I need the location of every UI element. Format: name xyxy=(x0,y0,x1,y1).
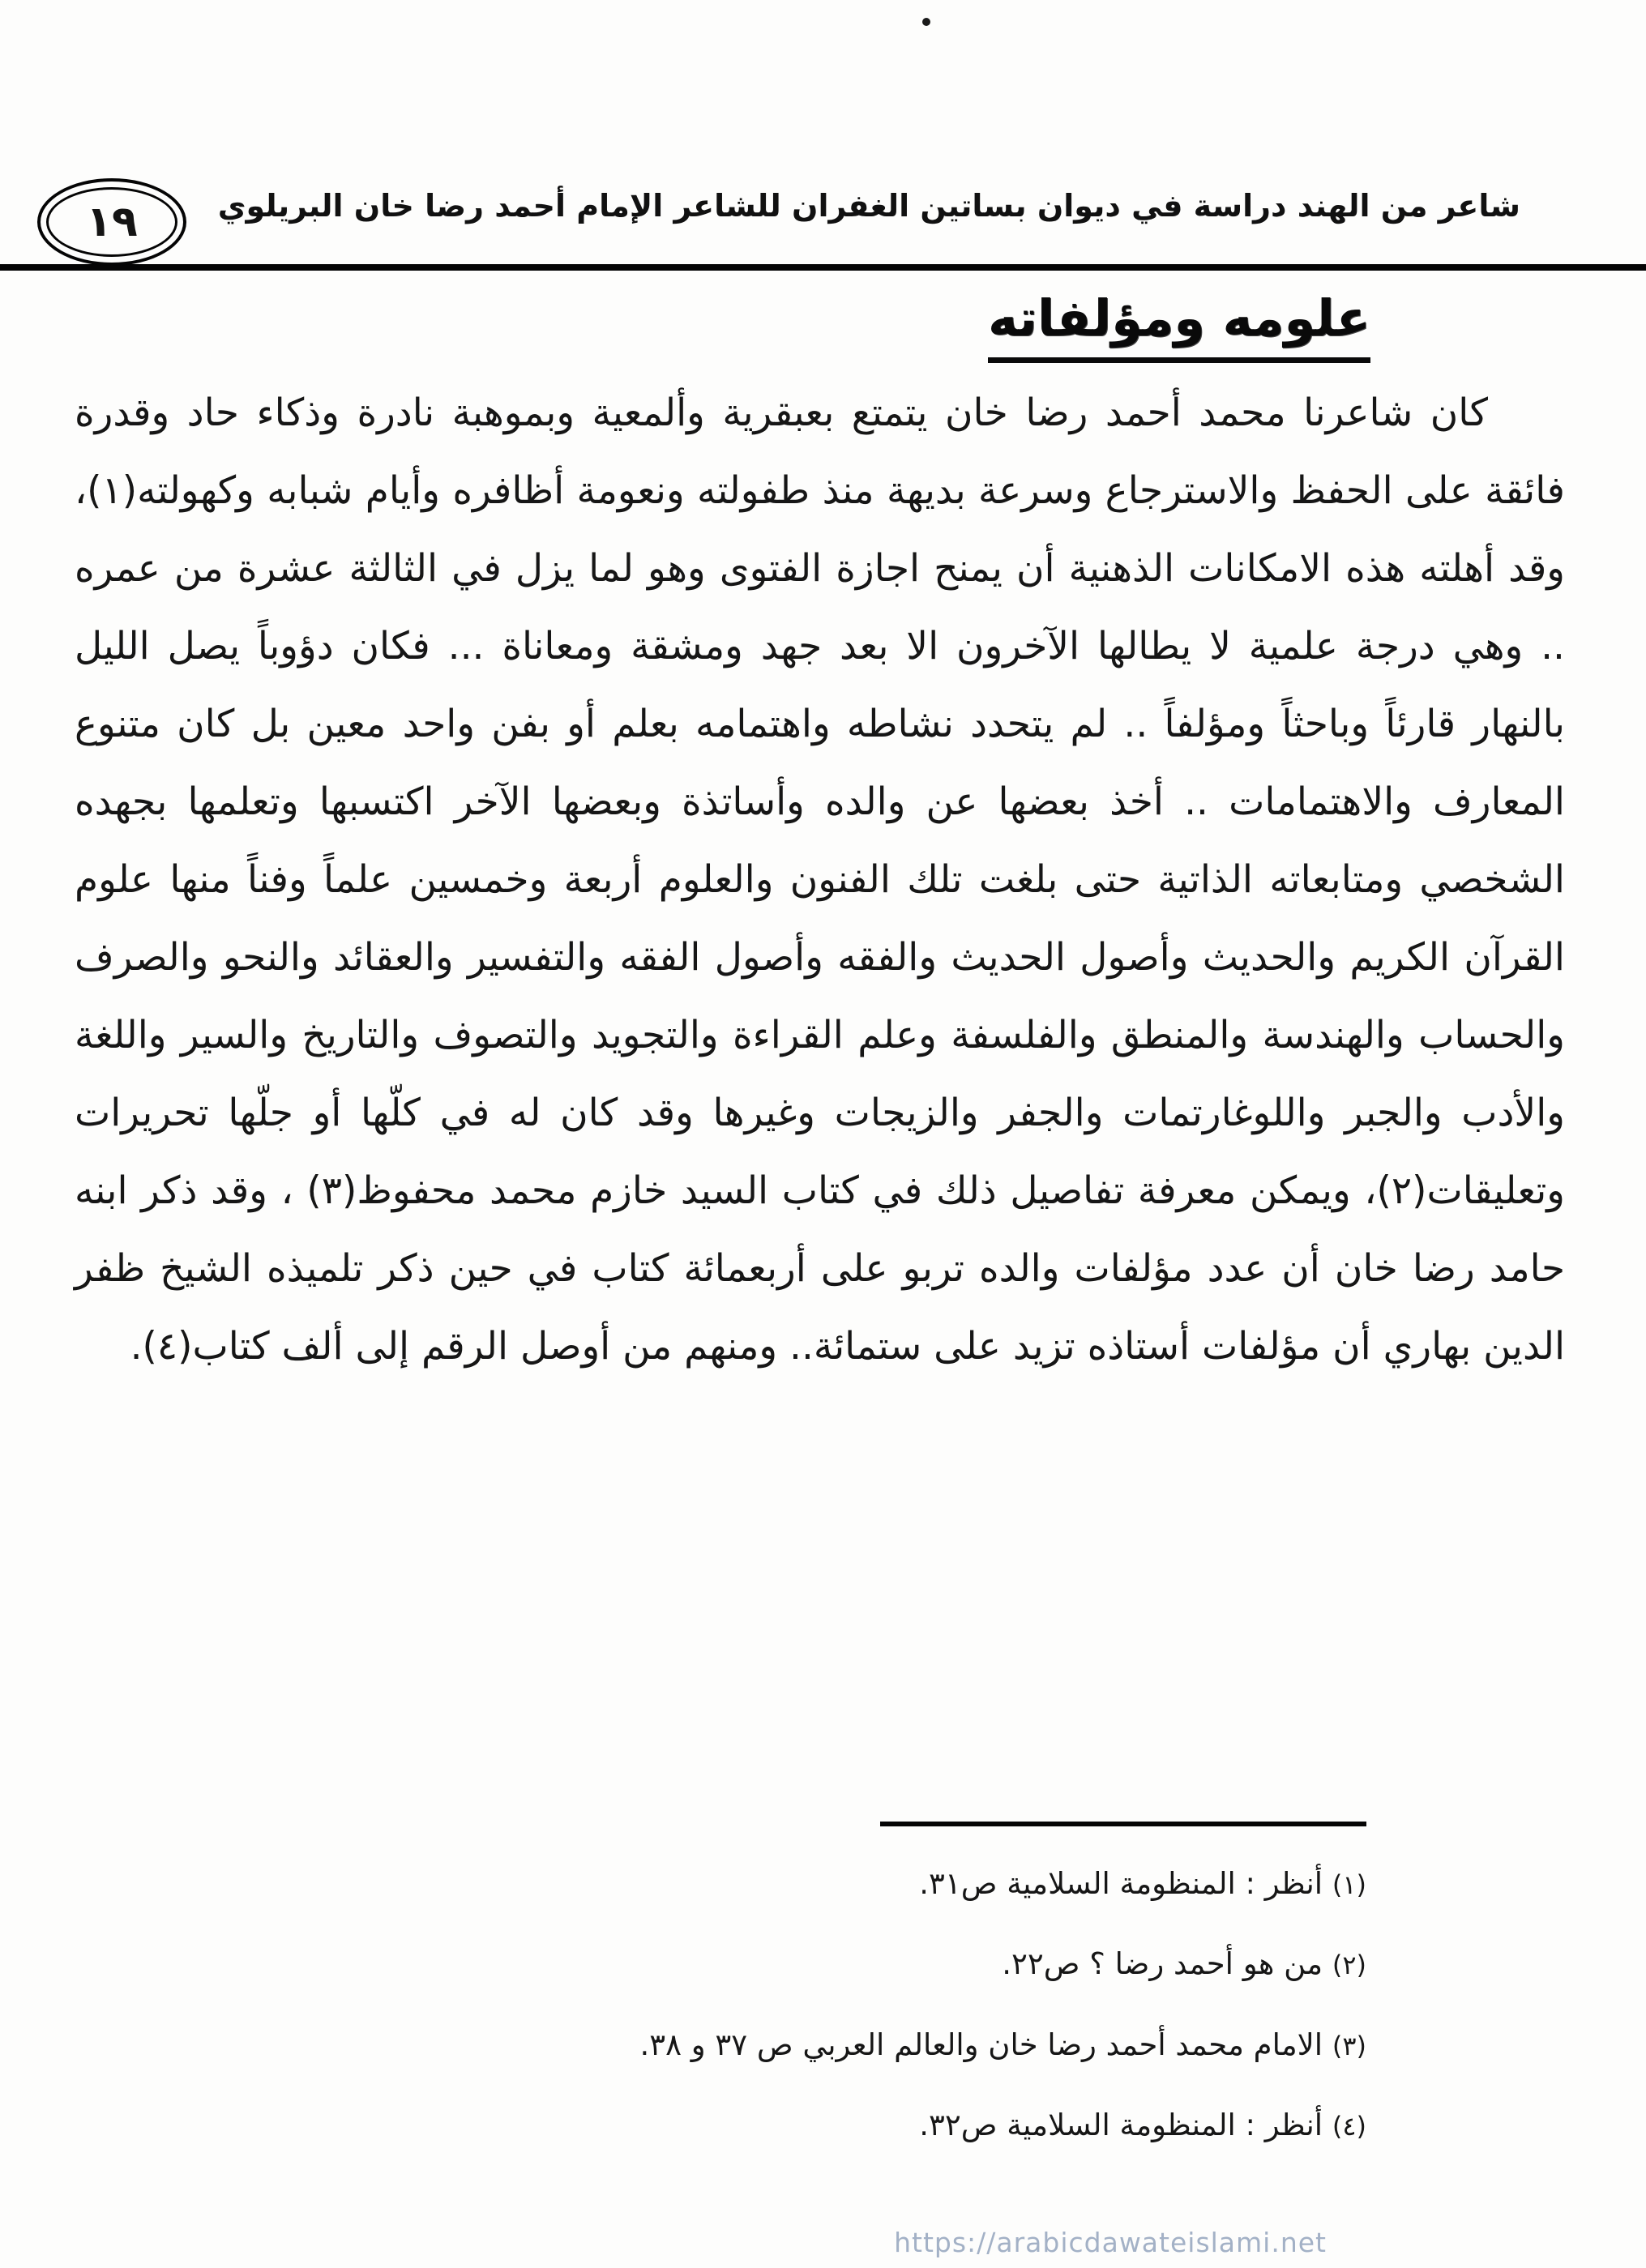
page-header: شاعر من الهند دراسة في ديوان بساتين الغفران للشاعر الإمام أحمد رضا خان البريلوي xyxy=(217,188,1520,224)
header-rule xyxy=(0,264,1646,271)
page-number-oval xyxy=(37,178,186,266)
footnote-item xyxy=(203,2102,1366,2148)
footnote-text: أنظر : المنظومة السلامية ص٣٢. xyxy=(919,2108,1323,2143)
footnotes-section xyxy=(203,1860,1366,2182)
watermark-url: https://arabicdawateislami.net xyxy=(894,2227,1327,2258)
section-title: علومه ومؤلفاته xyxy=(988,288,1370,363)
footnote-item xyxy=(203,1941,1366,1987)
footnote-marker: (٣) xyxy=(1332,2030,1366,2061)
page-number: ١٩ xyxy=(86,198,138,246)
scan-dot xyxy=(922,18,930,26)
footnote-item xyxy=(203,2022,1366,2068)
footnote-item xyxy=(203,1860,1366,1907)
footnote-marker: (٤) xyxy=(1332,2111,1366,2142)
footnote-separator xyxy=(880,1822,1366,1826)
footnote-text: الامام محمد أحمد رضا خان والعالم العربي ص ٣٧ و ٣٨. xyxy=(639,2027,1323,2062)
footnote-marker: (١) xyxy=(1332,1869,1366,1900)
body-paragraph: كان شاعرنا محمد أحمد رضا خان يتمتع بعبقرية وألمعية وبموهبة نادرة وذكاء حاد وقدرة فائقة على الحفظ والاسترجاع وسرعة بديهة منذ طفولته ونعومة أظافره وأيام شبابه وكهولته(١)، وقد أهلته هذه الامكانات الذهنية أن يمنح اجازة الفتوى وهو لما يزل في الثالثة عشرة من عمره .. وهي درجة علمية لا يطالها الآخرون الا بعد جهد ومشقة ومعاناة ... فكان دؤوباً يصل الليل بالنهار قارئاً وباحثاً ومؤلفاً .. لم يتحدد نشاطه واهتمامه بعلم أو بفن واحد معين بل كان متنوع المعارف والاهتمامات .. أخذ بعضها عن والده وأساتذة وبعضها الآخر اكتسبها وتعلمها بجهده الشخصي ومتابعاته الذاتية حتى بلغت تلك الفنون والعلوم أربعة وخمسين علماً وفناً منها علوم القرآن الكريم والحديث وأصول الحديث والفقه وأصول الفقه والتفسير والعقائد والنحو والصرف والحساب والهندسة والمنطق والفلسفة وعلم القراءة والتجويد والتصوف والتاريخ والسير واللغة والأدب والجبر واللوغارتمات والجفر والزيجات وغيرها وقد كان له في كلّها أو جلّها تحريرات وتعليقات(٢)، ويمكن معرفة تفاصيل ذلك في كتاب السيد خازم محمد محفوظ(٣) ، وقد ذكر ابنه حامد رضا خان أن عدد مؤلفات والده تربو على أربعمائة كتاب في حين ذكر تلميذه الشيخ ظفر الدين بهاري أن مؤلفات أستاذه تزيد على ستمائة.. ومنهم من أوصل الرقم إلى ألف كتاب(٤). xyxy=(75,391,1565,1369)
footnote-text: أنظر : المنظومة السلامية ص٣١. xyxy=(919,1866,1323,1901)
footnote-text: من هو أحمد رضا ؟ ص٢٢. xyxy=(1002,1946,1323,1982)
footnote-marker: (٢) xyxy=(1332,1950,1366,1981)
